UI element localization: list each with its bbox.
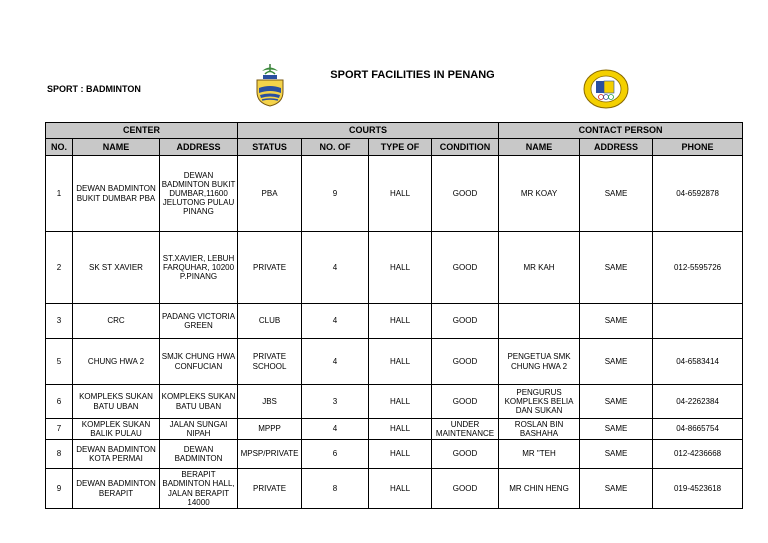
cell-courts: 4 [302, 419, 369, 440]
column-header-name: NAME [73, 139, 160, 156]
column-header-contact-name: NAME [499, 139, 580, 156]
cell-contact-address: SAME [580, 385, 653, 419]
cell-status: PBA [238, 156, 302, 232]
table-row [46, 156, 743, 232]
cell-phone: 019-4523618 [653, 469, 743, 509]
cell-phone: 012-4236668 [653, 440, 743, 469]
cell-contact-address: SAME [580, 419, 653, 440]
cell-phone: 04-2262384 [653, 385, 743, 419]
cell-type: HALL [369, 385, 432, 419]
facilities-table [45, 122, 743, 509]
cell-status: PRIVATE [238, 469, 302, 509]
cell-contact-name: MR KOAY [499, 156, 580, 232]
cell-condition: GOOD [432, 469, 499, 509]
cell-condition: GOOD [432, 385, 499, 419]
cell-condition: GOOD [432, 156, 499, 232]
cell-name: CHUNG HWA 2 [73, 339, 160, 385]
cell-address: SMJK CHUNG HWA CONFUCIAN [160, 339, 238, 385]
cell-contact-address: SAME [580, 156, 653, 232]
cell-no: 2 [46, 232, 73, 304]
cell-phone: 04-6592878 [653, 156, 743, 232]
cell-contact-name: MR KAH [499, 232, 580, 304]
cell-condition: UNDER MAINTENANCE [432, 419, 499, 440]
cell-address: DEWAN BADMINTON BUKIT DUMBAR,11600 JELUTONG PULAU PINANG [160, 156, 238, 232]
cell-status: CLUB [238, 304, 302, 339]
cell-contact-address: SAME [580, 339, 653, 385]
cell-name: SK ST XAVIER [73, 232, 160, 304]
cell-status: PRIVATE [238, 232, 302, 304]
cell-address: PADANG VICTORIA GREEN [160, 304, 238, 339]
group-header-center: CENTER [46, 123, 238, 139]
cell-courts: 8 [302, 469, 369, 509]
group-header-contact-person: CONTACT PERSON [499, 123, 743, 139]
cell-phone: 04-6583414 [653, 339, 743, 385]
cell-courts: 4 [302, 339, 369, 385]
column-header-phone: PHONE [653, 139, 743, 156]
cell-contact-address: SAME [580, 440, 653, 469]
column-header-status: STATUS [238, 139, 302, 156]
group-header-courts: COURTS [238, 123, 499, 139]
cell-condition: GOOD [432, 304, 499, 339]
table-row [46, 304, 743, 339]
cell-condition: GOOD [432, 232, 499, 304]
cell-contact-name: PENGETUA SMK CHUNG HWA 2 [499, 339, 580, 385]
cell-courts: 4 [302, 304, 369, 339]
table-row [46, 419, 743, 440]
cell-type: HALL [369, 232, 432, 304]
cell-phone: 04-8665754 [653, 419, 743, 440]
column-header-condition: CONDITION [432, 139, 499, 156]
sport-label: SPORT : BADMINTON [47, 84, 141, 94]
table-row [46, 385, 743, 419]
table-row [46, 339, 743, 385]
cell-courts: 6 [302, 440, 369, 469]
cell-phone: 012-5595726 [653, 232, 743, 304]
column-header-address: ADDRESS [160, 139, 238, 156]
cell-address: JALAN SUNGAI NIPAH [160, 419, 238, 440]
cell-name: DEWAN BADMINTON BERAPIT [73, 469, 160, 509]
cell-type: HALL [369, 339, 432, 385]
cell-name: DEWAN BADMINTON KOTA PERMAI [73, 440, 160, 469]
cell-contact-address: SAME [580, 304, 653, 339]
cell-address: BERAPIT BADMINTON HALL, JALAN BERAPIT 14000 [160, 469, 238, 509]
column-header-no: NO. [46, 139, 73, 156]
cell-no: 8 [46, 440, 73, 469]
cell-courts: 4 [302, 232, 369, 304]
sports-council-emblem-logo [582, 68, 630, 110]
column-header-no-of-courts: NO. OF [302, 139, 369, 156]
cell-contact-name: PENGURUS KOMPLEKS BELIA DAN SUKAN [499, 385, 580, 419]
cell-contact-address: SAME [580, 232, 653, 304]
cell-name: DEWAN BADMINTON BUKIT DUMBAR PBA [73, 156, 160, 232]
cell-type: HALL [369, 440, 432, 469]
cell-courts: 9 [302, 156, 369, 232]
cell-contact-name: MR CHIN HENG [499, 469, 580, 509]
cell-condition: GOOD [432, 339, 499, 385]
cell-no: 1 [46, 156, 73, 232]
cell-type: HALL [369, 304, 432, 339]
cell-phone [653, 304, 743, 339]
cell-status: MPPP [238, 419, 302, 440]
cell-contact-name: ROSLAN BIN BASHAHA [499, 419, 580, 440]
cell-name: CRC [73, 304, 160, 339]
table-row [46, 440, 743, 469]
table-row [46, 469, 743, 509]
column-header-contact-address: ADDRESS [580, 139, 653, 156]
cell-no: 5 [46, 339, 73, 385]
penang-crest-logo [252, 62, 288, 108]
cell-status: MPSP/PRIVATE [238, 440, 302, 469]
cell-status: JBS [238, 385, 302, 419]
cell-status: PRIVATE SCHOOL [238, 339, 302, 385]
cell-name: KOMPLEKS SUKAN BATU UBAN [73, 385, 160, 419]
cell-no: 7 [46, 419, 73, 440]
cell-contact-address: SAME [580, 469, 653, 509]
cell-no: 9 [46, 469, 73, 509]
cell-contact-name: MR "TEH [499, 440, 580, 469]
cell-type: HALL [369, 419, 432, 440]
cell-courts: 3 [302, 385, 369, 419]
cell-address: DEWAN BADMINTON [160, 440, 238, 469]
cell-address: KOMPLEKS SUKAN BATU UBAN [160, 385, 238, 419]
cell-name: KOMPLEK SUKAN BALIK PULAU [73, 419, 160, 440]
table-row [46, 232, 743, 304]
cell-no: 3 [46, 304, 73, 339]
cell-type: HALL [369, 156, 432, 232]
page-title: SPORT FACILITIES IN PENANG [330, 69, 495, 81]
cell-contact-name [499, 304, 580, 339]
cell-condition: GOOD [432, 440, 499, 469]
cell-type: HALL [369, 469, 432, 509]
column-header-type-of: TYPE OF [369, 139, 432, 156]
cell-no: 6 [46, 385, 73, 419]
cell-address: ST.XAVIER, LEBUH FARQUHAR, 10200 P.PINANG [160, 232, 238, 304]
